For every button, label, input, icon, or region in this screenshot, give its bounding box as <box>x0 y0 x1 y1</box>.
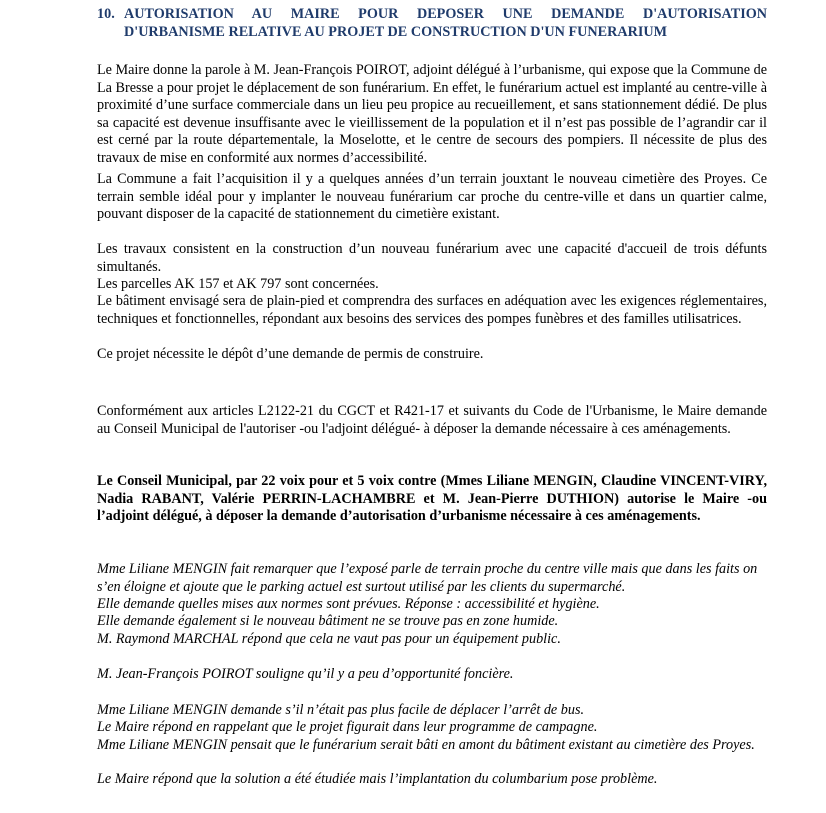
discussion-marchal: M. Raymond MARCHAL répond que cela ne vaut pas pour un équipement public. <box>97 631 561 647</box>
council-decision: Le Conseil Municipal, par 22 voix pour et 5 voix contre (Mmes Liliane MENGIN, Claudine VINCENT-VIRY, Nadia RABANT, Valérie PERRIN-LACHAMBRE et M. Jean-Pierre DUTHION) autorise le Maire -ou l’adjoint délégué, à déposer la demande d’autorisation d’urbanisme nécessaire à ces aménagements. <box>97 473 767 524</box>
discussion-columbarium: Le Maire répond que la solution a été étudiée mais l’implantation du columbarium pose problème. <box>97 771 658 787</box>
paragraph-parcelles: Les parcelles AK 157 et AK 797 sont concernées. <box>97 276 379 292</box>
discussion-arret-bus: Mme Liliane MENGIN demande s’il n’était pas plus facile de déplacer l’arrêt de bus. <box>97 702 585 718</box>
discussion-amont: Mme Liliane MENGIN pensait que le funérarium serait bâti en amont du bâtiment existant au cimetière des Proyes. <box>97 737 755 753</box>
paragraph-terrain: La Commune a fait l’acquisition il y a quelques années d’un terrain jouxtant le nouveau cimetière des Proyes. Ce terrain semble idéal pour y implanter le nouveau funérarium car proche du centre-ville et dans un quartier calme, pouvant disposer de la capacité de stationnement du cimetière existant. <box>97 171 767 222</box>
paragraph-expose: Le Maire donne la parole à M. Jean-François POIROT, adjoint délégué à l’urbanisme, qui expose que la Commune de La Bresse a pour projet le déplacement de son funérarium. En effet, le funérarium actuel est implanté au centre-ville à proximité d’une surface commerciale dans un lieu peu propice au recueillement, et sans stationnement dédié. De plus sa capacité est devenue insuffisante avec le vieillissement de la population et il n’est pas possible de l’agrandir car il est cerné par la route départementale, la Moselotte, et le centre de secours des pompiers. Il nécessite de plus des travaux de mise en conformité aux normes d’accessibilité. <box>97 62 767 166</box>
section-number: 10. <box>97 6 115 22</box>
section-title-line-1: AUTORISATION AU MAIRE POUR DEPOSER UNE DEMANDE D'AUTORISATION <box>124 6 767 22</box>
paragraph-travaux: Les travaux consistent en la construction d’un nouveau funérarium avec une capacité d'accueil de trois défunts simultanés. <box>97 241 767 275</box>
discussion-normes: Elle demande quelles mises aux normes sont prévues. Réponse : accessibilité et hygiène. <box>97 596 600 612</box>
discussion-poirot: M. Jean-François POIROT souligne qu’il y a peu d’opportunité foncière. <box>97 666 514 682</box>
discussion-mengin-1: Mme Liliane MENGIN fait remarquer que l’exposé parle de terrain proche du centre ville mais que dans les faits on s’en éloigne et ajoute que le parking actuel est surtout utilisé par les clients du supermarché. <box>97 561 758 595</box>
paragraph-permis: Ce projet nécessite le dépôt d’une demande de permis de construire. <box>97 346 484 362</box>
section-title-line-2: D'URBANISME RELATIVE AU PROJET DE CONSTRUCTION D'UN FUNERARIUM <box>124 23 667 40</box>
paragraph-batiment: Le bâtiment envisagé sera de plain-pied et comprendra des surfaces en adéquation avec les exigences réglementaires, techniques et fonctionnelles, répondant aux besoins des services des pompes funèbres et des familles utilisatrices. <box>97 293 767 327</box>
discussion-zone-humide: Elle demande également si le nouveau bâtiment ne se trouve pas en zone humide. <box>97 613 559 629</box>
paragraph-articles: Conformément aux articles L2122-21 du CGCT et R421-17 et suivants du Code de l'Urbanisme, le Maire demande au Conseil Municipal de l'autoriser -ou l'adjoint délégué- à déposer la demande nécessaire à ces aménagements. <box>97 403 767 437</box>
discussion-programme: Le Maire répond en rappelant que le projet figurait dans leur programme de campagne. <box>97 719 598 735</box>
